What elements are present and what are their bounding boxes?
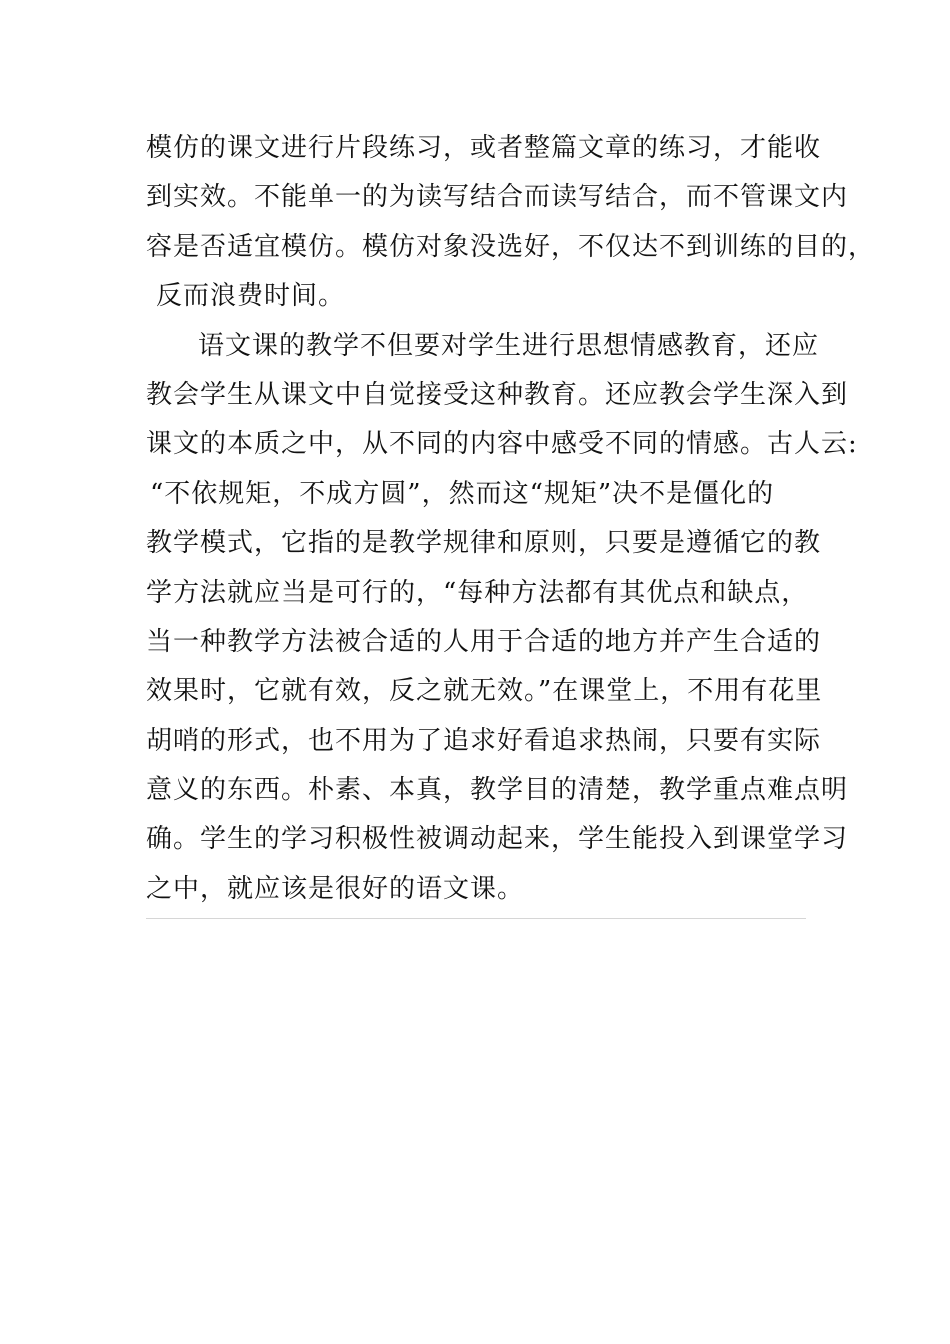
text-line: 到实效。不能单一的为读写结合而读写结合，而不管课文内	[146, 182, 849, 213]
divider	[146, 918, 806, 919]
text-line: “不依规矩，不成方圆”，然而这“规矩”决不是僵化的	[150, 478, 775, 509]
paragraph-start-line: 语文课的教学不但要对学生进行思想情感教育，还应	[198, 330, 820, 361]
text-line: 胡哨的形式，也不用为了追求好看追求热闹，只要有实际	[146, 725, 822, 756]
text-line: 之中，就应该是很好的语文课。	[146, 873, 525, 904]
text-line: 当一种教学方法被合适的人用于合适的地方并产生合适的	[146, 626, 822, 657]
text-line: 反而浪费时间。	[156, 281, 346, 312]
text-line: 意义的东西。朴素、本真，教学目的清楚，教学重点难点明	[146, 775, 849, 806]
text-line: 课文的本质之中，从不同的内容中感受不同的情感。古人云:	[146, 429, 858, 460]
text-line: 容是否适宜模仿。模仿对象没选好，不仅达不到训练的目的，	[146, 231, 876, 262]
text-line: 确。学生的学习积极性被调动起来，学生能投入到课堂学习	[146, 824, 849, 855]
text-line: 教会学生从课文中自觉接受这种教育。还应教会学生深入到	[146, 379, 849, 410]
text-line: 效果时，它就有效，反之就无效。”在课堂上，不用有花里	[146, 676, 823, 707]
text-line: 教学模式，它指的是教学规律和原则，只要是遵循它的教	[146, 528, 822, 559]
text-line: 模仿的课文进行片段练习，或者整篇文章的练习，才能收	[146, 133, 822, 163]
document-body	[146, 124, 876, 914]
text-line: 学方法就应当是可行的，“每种方法都有其优点和缺点，	[146, 577, 809, 608]
